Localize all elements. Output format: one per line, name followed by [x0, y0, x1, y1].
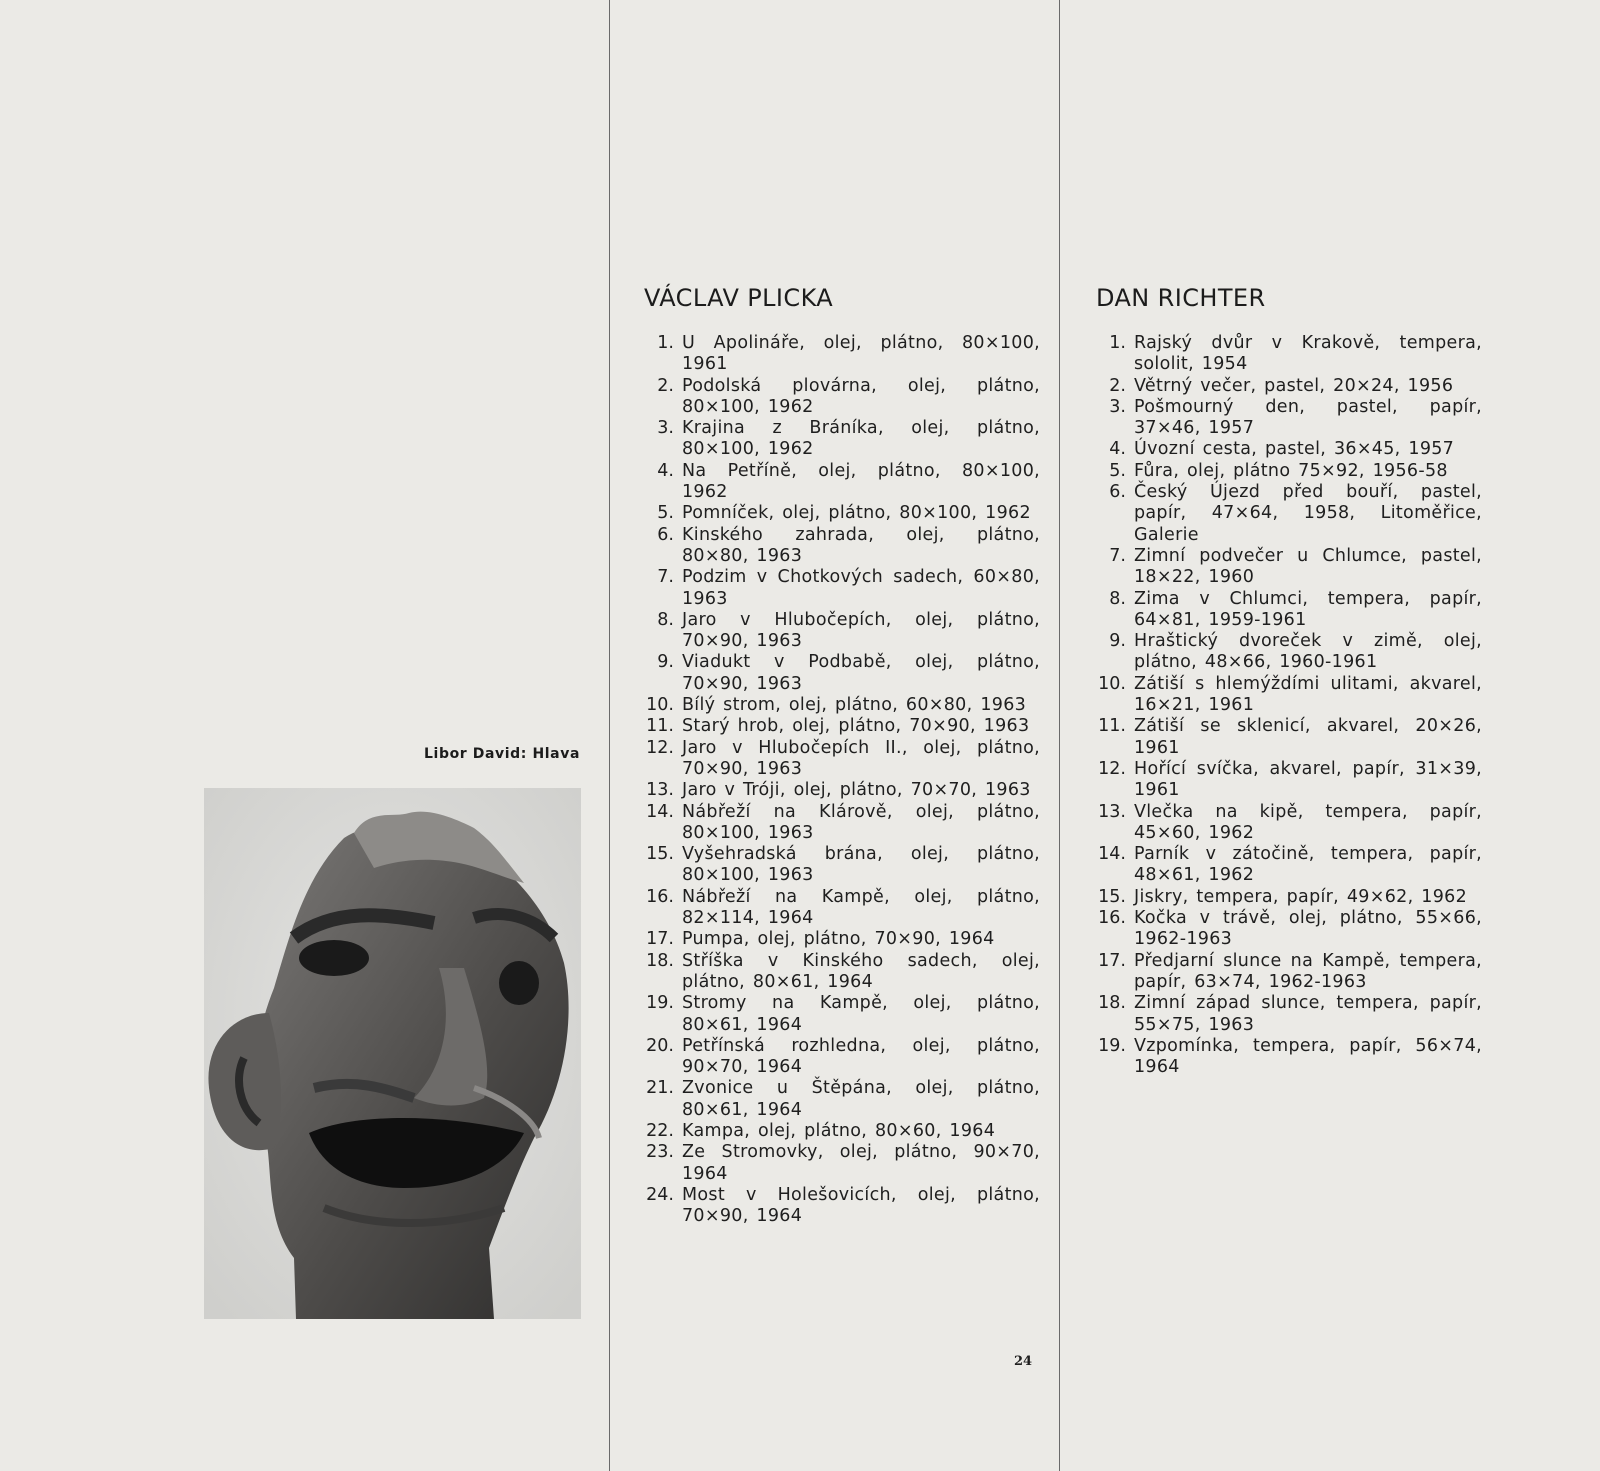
item-text: Petřínská rozhledna, olej, plátno, 90×70, 1964	[682, 1035, 1040, 1078]
list-item	[644, 844, 1040, 887]
item-number: 17.	[646, 929, 674, 950]
item-text: Předjarní slunce na Kampě, tempera, papír, 63×74, 1962-1963	[1134, 950, 1482, 992]
list-item	[644, 333, 1040, 376]
works-list	[644, 333, 1040, 1227]
list-item	[644, 1185, 1040, 1228]
list-item	[644, 780, 1040, 801]
list-item	[1096, 759, 1482, 802]
artist-column-richter	[1096, 283, 1482, 1078]
item-number: 24.	[646, 1184, 674, 1205]
list-item	[644, 802, 1040, 845]
list-item	[1096, 716, 1482, 759]
item-number: 22.	[646, 1120, 674, 1141]
list-item	[1096, 482, 1482, 546]
list-item	[644, 887, 1040, 930]
item-number: 7.	[657, 567, 674, 588]
item-text: Pošmourný den, pastel, papír, 37×46, 1957	[1134, 396, 1482, 439]
item-number: 17.	[1098, 950, 1126, 971]
item-text: Viadukt v Podbabě, olej, plátno, 70×90, 1963	[682, 652, 1040, 694]
item-text: Hořící svíčka, akvarel, papír, 31×39, 1961	[1134, 758, 1482, 801]
item-text: Pomníček, olej, plátno, 80×100, 1962	[682, 503, 1031, 524]
item-text: Krajina z Bráníka, olej, plátno, 80×100, 1962	[682, 418, 1040, 460]
item-text: Ze Stromovky, olej, plátno, 90×70, 1964	[682, 1142, 1040, 1184]
list-item	[1096, 951, 1482, 994]
item-text: Hraštický dvoreček v zimě, olej, plátno, 48×66, 1960-1961	[1134, 631, 1482, 673]
list-item	[1096, 1036, 1482, 1079]
list-item	[644, 610, 1040, 653]
list-item	[1096, 376, 1482, 397]
item-number: 8.	[657, 609, 674, 630]
item-number: 10.	[1098, 673, 1126, 694]
list-item	[644, 716, 1040, 737]
list-item	[644, 695, 1040, 716]
item-number: 8.	[1109, 588, 1126, 609]
item-text: Zimní západ slunce, tempera, papír, 55×75, 1963	[1134, 993, 1482, 1035]
list-item	[1096, 546, 1482, 589]
item-number: 19.	[646, 993, 674, 1014]
item-number: 18.	[646, 950, 674, 971]
item-text: Jiskry, tempera, papír, 49×62, 1962	[1134, 886, 1468, 907]
item-number: 3.	[657, 418, 674, 439]
item-number: 5.	[1109, 460, 1126, 481]
item-text: Parník v zátočině, tempera, papír, 48×61, 1962	[1134, 844, 1482, 886]
item-text: Na Petříně, olej, plátno, 80×100, 1962	[682, 460, 1040, 503]
list-item	[1096, 844, 1482, 887]
page-number: 24	[1014, 1354, 1033, 1369]
list-item	[1096, 439, 1482, 460]
list-item	[644, 951, 1040, 994]
list-item	[644, 652, 1040, 695]
list-item	[1096, 461, 1482, 482]
list-item	[644, 738, 1040, 781]
list-item	[644, 376, 1040, 419]
item-number: 11.	[646, 716, 674, 737]
item-text: Zátiší s hlemýždími ulitami, akvarel, 16×21, 1961	[1134, 673, 1482, 716]
item-text: Kinského zahrada, olej, plátno, 80×80, 1963	[682, 524, 1040, 566]
item-number: 15.	[646, 844, 674, 865]
item-text: Kampa, olej, plátno, 80×60, 1964	[682, 1120, 996, 1141]
page-fold-left	[609, 0, 610, 1471]
list-item	[1096, 993, 1482, 1036]
item-text: Zvonice u Štěpána, olej, plátno, 80×61, 1964	[682, 1078, 1040, 1120]
item-text: Pumpa, olej, plátno, 70×90, 1964	[682, 929, 995, 950]
item-number: 5.	[657, 503, 674, 524]
list-item	[644, 929, 1040, 950]
item-text: Zimní podvečer u Chlumce, pastel, 18×22, 1960	[1134, 545, 1482, 588]
item-text: Stříška v Kinského sadech, olej, plátno, 80×61, 1964	[682, 950, 1040, 992]
artist-column-plicka	[644, 283, 1040, 1227]
artist-name: VÁCLAV PLICKA	[644, 284, 834, 312]
item-text: Podolská plovárna, olej, plátno, 80×100, 1962	[682, 375, 1040, 417]
list-item	[644, 993, 1040, 1036]
item-number: 23.	[646, 1142, 674, 1163]
item-number: 16.	[1098, 908, 1126, 929]
item-number: 2.	[657, 375, 674, 396]
item-number: 9.	[1109, 631, 1126, 652]
list-item	[644, 1078, 1040, 1121]
item-number: 4.	[1109, 439, 1126, 460]
item-number: 14.	[1098, 844, 1126, 865]
item-text: Rajský dvůr v Krakově, tempera, sololit, 1954	[1134, 333, 1482, 375]
item-number: 7.	[1109, 545, 1126, 566]
item-text: Nábřeží na Klárově, olej, plátno, 80×100, 1963	[682, 801, 1040, 843]
list-item	[1096, 674, 1482, 717]
list-item	[644, 1142, 1040, 1185]
artist-name: DAN RICHTER	[1096, 284, 1266, 312]
item-text: Jaro v Tróji, olej, plátno, 70×70, 1963	[682, 780, 1031, 801]
item-number: 1.	[1109, 333, 1126, 353]
item-text: U Apolináře, olej, plátno, 80×100, 1961	[682, 333, 1040, 375]
item-text: Jaro v Hlubočepích II., olej, plátno, 70×90, 1963	[682, 737, 1040, 779]
list-item	[644, 1036, 1040, 1079]
item-text: Starý hrob, olej, plátno, 70×90, 1963	[682, 716, 1030, 737]
item-number: 16.	[646, 886, 674, 907]
item-text: Bílý strom, olej, plátno, 60×80, 1963	[682, 695, 1027, 716]
list-item	[644, 525, 1040, 568]
list-item	[644, 1121, 1040, 1142]
item-number: 21.	[646, 1078, 674, 1099]
item-number: 19.	[1098, 1035, 1126, 1056]
item-text: Větrný večer, pastel, 20×24, 1956	[1134, 375, 1454, 396]
item-number: 15.	[1098, 886, 1126, 907]
item-number: 13.	[646, 780, 674, 801]
item-number: 12.	[1098, 758, 1126, 779]
list-item	[1096, 631, 1482, 674]
list-item	[644, 461, 1040, 504]
list-item	[1096, 333, 1482, 376]
list-item	[1096, 397, 1482, 440]
item-text: Vzpomínka, tempera, papír, 56×74, 1964	[1134, 1035, 1482, 1078]
item-number: 13.	[1098, 801, 1126, 822]
list-item	[644, 503, 1040, 524]
list-item	[644, 567, 1040, 610]
item-text: Zátiší se sklenicí, akvarel, 20×26, 1961	[1134, 716, 1482, 758]
list-item	[1096, 589, 1482, 632]
item-number: 12.	[646, 737, 674, 758]
item-text: Vlečka na kipě, tempera, papír, 45×60, 1962	[1134, 801, 1482, 843]
item-text: Vyšehradská brána, olej, plátno, 80×100, 1963	[682, 844, 1040, 886]
item-number: 9.	[657, 652, 674, 673]
item-number: 6.	[657, 524, 674, 545]
item-text: Zima v Chlumci, tempera, papír, 64×81, 1959-1961	[1134, 588, 1482, 630]
item-number: 10.	[646, 695, 674, 716]
list-item	[644, 418, 1040, 461]
item-text: Fůra, olej, plátno 75×92, 1956-58	[1134, 460, 1448, 481]
page-fold-right	[1059, 0, 1060, 1471]
item-text: Podzim v Chotkových sadech, 60×80, 1963	[682, 567, 1040, 609]
item-number: 11.	[1098, 716, 1126, 737]
item-number: 4.	[657, 460, 674, 481]
list-item	[1096, 802, 1482, 845]
item-number: 3.	[1109, 396, 1126, 417]
item-text: Jaro v Hlubočepích, olej, plátno, 70×90, 1963	[682, 609, 1040, 652]
item-text: Stromy na Kampě, olej, plátno, 80×61, 1964	[682, 993, 1040, 1035]
item-number: 6.	[1109, 482, 1126, 503]
list-item	[1096, 908, 1482, 951]
item-number: 2.	[1109, 375, 1126, 396]
item-number: 18.	[1098, 993, 1126, 1014]
works-list	[1096, 333, 1482, 1078]
photo-caption: Libor David: Hlava	[424, 746, 580, 762]
item-text: Kočka v trávě, olej, plátno, 55×66, 1962-1963	[1134, 908, 1482, 950]
item-text: Český Újezd před bouří, pastel, papír, 47×64, 1958, Litoměřice, Galerie	[1134, 482, 1482, 545]
item-text: Úvozní cesta, pastel, 36×45, 1957	[1134, 439, 1455, 460]
item-text: Most v Holešovicích, olej, plátno, 70×90, 1964	[682, 1184, 1040, 1227]
item-number: 14.	[646, 801, 674, 822]
item-text: Nábřeží na Kampě, olej, plátno, 82×114, 1964	[682, 886, 1040, 929]
item-number: 1.	[657, 333, 674, 353]
list-item	[1096, 887, 1482, 908]
item-number: 20.	[646, 1035, 674, 1056]
sculpture-photo	[204, 788, 581, 1319]
